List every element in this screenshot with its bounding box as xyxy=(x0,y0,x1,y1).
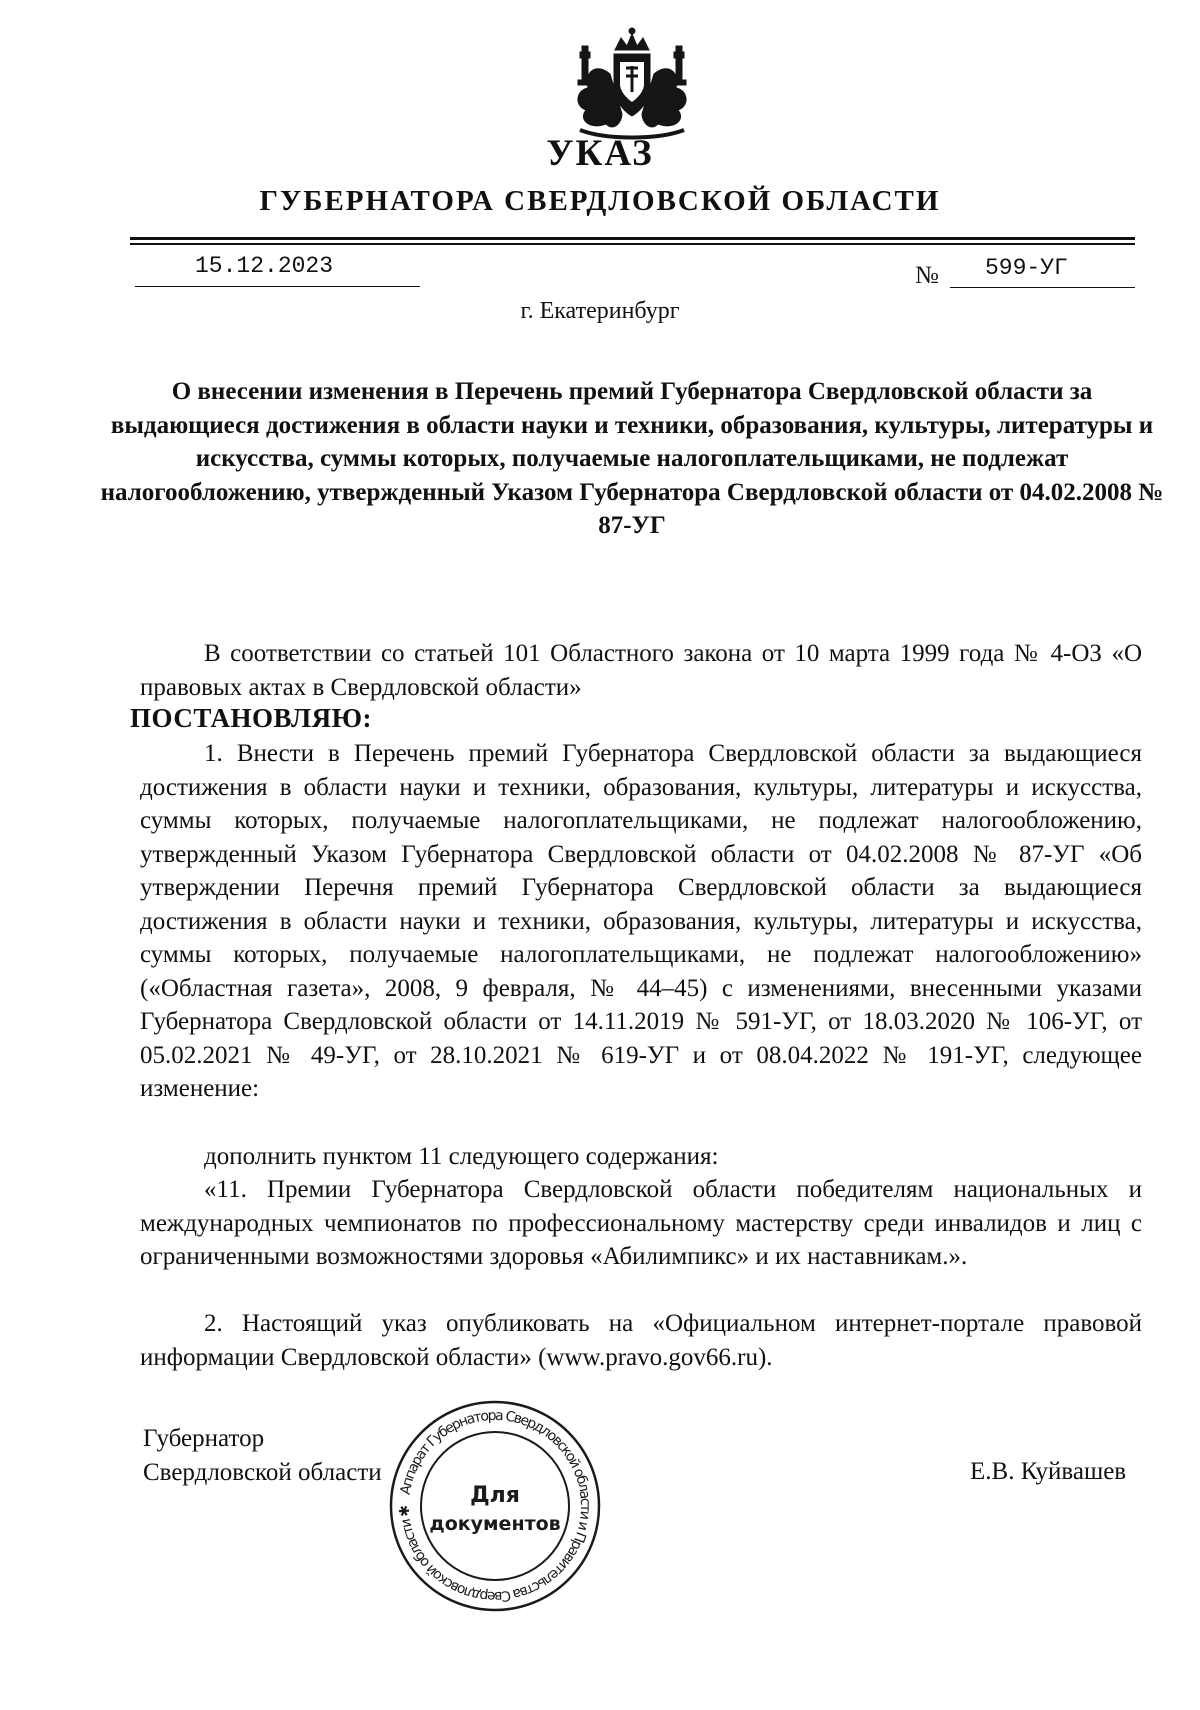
number-underline xyxy=(950,287,1135,288)
date-underline xyxy=(135,286,420,287)
header-double-rule-thin xyxy=(130,243,1135,245)
document-type-title: УКАЗ xyxy=(546,133,654,174)
supplement-paragraph: дополнить пунктом 11 следующего содержания: xyxy=(204,1143,719,1170)
item-1-paragraph: 1. Внести в Перечень премий Губернатора Свердловской области за выдающиеся достижения в области науки и техники, образования, культуры, литературы и искусства, суммы которых, получаемые налогоплательщиками, не подлежат налогообложению, утвержденный Указом Губернатора Свердловской области от 04.02.2008 № 87-УГ «Об утверждении Перечня премий Губернатора Свердловской области за выдающиеся достижения в области науки и техники, образования, культуры, литературы и искусства, суммы которых, получаемые налогоплательщиками, не подлежат налогообложению» («Областная газета», 2008, 9 февраля, № 44–45) с изменениями, внесенными указами Губернатора Свердловской области от 14.11.2019 № 591-УГ, от 18.03.2020 № 106-УГ, от 05.02.2021 № 49-УГ, от 28.10.2021 № 619-УГ и от 08.04.2022 № 191-УГ, следующее изменение: xyxy=(140,740,1142,1102)
document-heading: О внесении изменения в Перечень премий Губернатора Свердловской области за выдающиеся достижения в области науки и техники, образования, культуры, литературы и искусства, суммы которых, получаемые налогоплательщиками, не подлежат налогообложению, утвержденный Указом Губернатора Свердловской области от 04.02.2008 № 87-УГ xyxy=(100,378,1164,539)
header-double-rule-thick xyxy=(130,237,1135,240)
document-number: 599-УГ xyxy=(985,255,1068,281)
stamp-center-line-1: Для xyxy=(470,1483,520,1508)
stamp-ring-text: Аппарат Губернатора Свердловской области и Правительства Свердловской области ✱ xyxy=(396,1407,594,1605)
item-2-paragraph: 2. Настоящий указ опубликовать на «Официальном интернет-портале правовой информации Свердловской области» (www.pravo.gov66.ru). xyxy=(140,1310,1142,1371)
official-stamp xyxy=(387,1398,603,1614)
number-sign: № xyxy=(915,262,939,289)
document-date: 15.12.2023 xyxy=(195,253,334,279)
coat-of-arms-icon xyxy=(566,22,698,140)
document-city: г. Екатеринбург xyxy=(520,298,680,324)
preamble-paragraph: В соответствии со статьей 101 Областного закона от 10 марта 1999 года № 4-ОЗ «О правовых актах в Свердловской области» xyxy=(140,640,1142,701)
signatory-position-line-1: Губернатор xyxy=(143,1425,265,1452)
stamp-center-line-2: документов xyxy=(429,1513,561,1535)
signatory-position-line-2: Свердловской области xyxy=(143,1459,382,1486)
decree-word: ПОСТАНОВЛЯЮ: xyxy=(130,703,372,733)
quoted-item-11-paragraph: «11. Премии Губернатора Свердловской области победителям национальных и международных чемпионатов по профессиональному мастерству среди инвалидов и лиц с ограниченными возможностями здоровья «Абилимпикс» и их наставникам.». xyxy=(140,1176,1142,1270)
issuer-title: ГУБЕРНАТОРА СВЕРДЛОВСКОЙ ОБЛАСТИ xyxy=(259,185,941,217)
signatory-name: Е.В. Куйвашев xyxy=(970,1458,1127,1485)
